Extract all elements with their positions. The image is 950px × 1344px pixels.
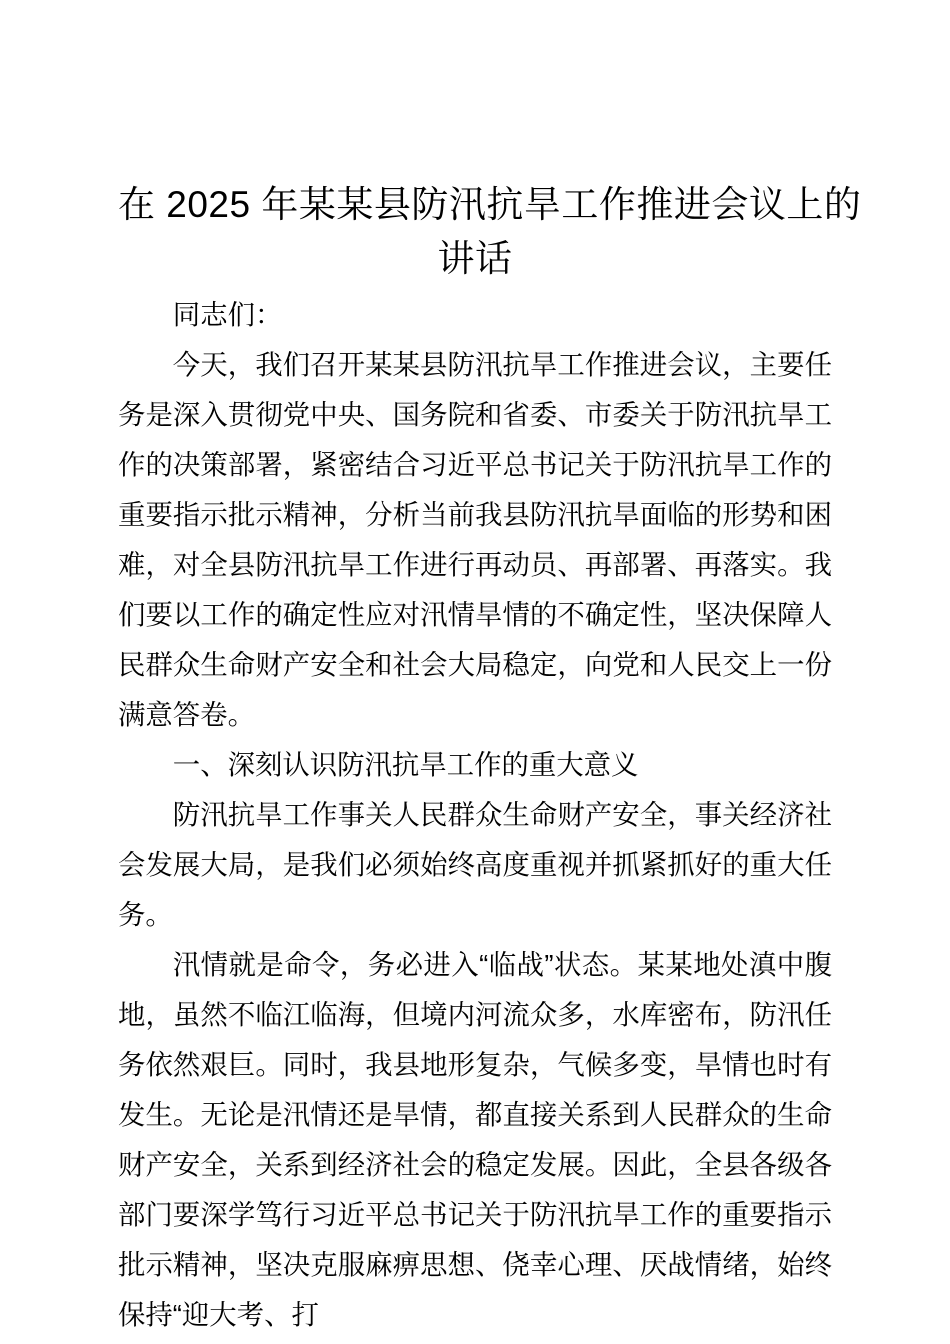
salutation: 同志们： [172, 299, 283, 330]
paragraph-situation: 汛情就是命令，务必进入“临战”状态。某某地处滇中腹地，虽然不临江临海，但境内河流众多，水库密布，防汛任务依然艰巨。同时，我县地形复杂，气候多变，旱情也时有发生。无论是汛情还是旱情，都直接关系到人民群众的生命财产安全，关系到经济社会的稳定发展。因此，全县各级各部门要深学笃行习近平总书记关于防汛抗旱工作的重要指示批示精神，坚决克服麻痹思想、侥幸心理、厌战情绪，始终保持“迎大考、打 [118, 949, 832, 1330]
document-title-line-1: 在 2025 年某某县防汛抗旱工作推进会议上的 [118, 184, 862, 225]
document-title [118, 178, 862, 286]
document-title-line-2: 讲话 [437, 238, 513, 279]
paragraph-significance: 防汛抗旱工作事关人民群众生命财产安全，事关经济社会发展大局，是我们必须始终高度重视并抓紧抓好的重大任务。 [118, 799, 832, 930]
section-heading-1: 一、深刻认识防汛抗旱工作的重大意义 [172, 749, 639, 780]
paragraph-intro: 今天，我们召开某某县防汛抗旱工作推进会议，主要任务是深入贯彻党中央、国务院和省委、市委关于防汛抗旱工作的决策部署，紧密结合习近平总书记关于防汛抗旱工作的重要指示批示精神，分析当前我县防汛抗旱面临的形势和困难，对全县防汛抗旱工作进行再动员、再部署、再落实。我们要以工作的确定性应对汛情旱情的不确定性，坚决保障人民群众生命财产安全和社会大局稳定，向党和人民交上一份满意答卷。 [118, 349, 832, 730]
